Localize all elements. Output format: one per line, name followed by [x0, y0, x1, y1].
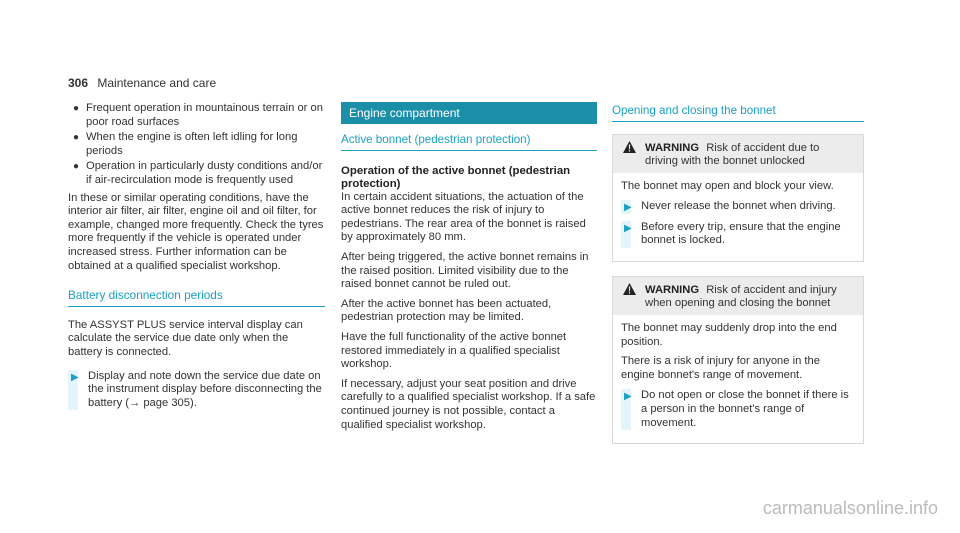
warning-label: WARNING [645, 283, 700, 296]
play-arrow-icon: ▶ [624, 202, 632, 214]
page-header [68, 76, 216, 90]
instruction-step: ▶ Do not open or close the bonnet if there is a person in the bonnet's range of movement. [621, 389, 855, 430]
chapter-bar: Engine compartment [341, 102, 597, 124]
paragraph: If necessary, adjust your seat position and drive carefully to a qualified specialist workshop. If a safe continued journey is not possible, contact a qualified specialist workshop. [341, 377, 596, 431]
column-middle [341, 102, 597, 438]
paragraph: After the active bonnet has been actuated, pedestrian protection may be limited. [341, 297, 552, 324]
page-number: 306 [68, 76, 89, 90]
play-arrow-icon: ▶ [624, 222, 632, 234]
instruction-step: ▶ Before every trip, ensure that the engine bonnet is locked. [621, 221, 855, 248]
paragraph: There is a risk of injury for anyone in the engine bonnet's range of movement. [621, 355, 820, 381]
warning-label: WARNING [645, 141, 700, 154]
paragraph: The bonnet may open and block your view. [621, 179, 834, 192]
warning-box [612, 134, 864, 262]
paragraph: After being triggered, the active bonnet remains in the raised position. Limited visibility due to the raised bonnet cannot be ruled out. [341, 250, 589, 291]
bullet-dot-icon: ● [73, 161, 80, 173]
list-item: ● Operation in particularly dusty conditions and/or if air-recirculation mode is frequently used [73, 160, 323, 186]
list-item: ● When the engine is often left idling for long periods [73, 131, 298, 157]
paragraph: In certain accident situations, the actuation of the active bonnet reduces the risk of injury to pedestrians. The rear area of the bonnet is raised by approximately 80 mm. [341, 190, 586, 244]
warning-triangle-icon [623, 141, 636, 157]
bullet-dot-icon: ● [73, 103, 80, 114]
warning-heading: Risk of accident and injury when opening and closing the bonnet [645, 283, 837, 309]
list-item: ● Frequent operation in mountainous terrain or on poor road surfaces [73, 102, 323, 128]
play-arrow-icon: ▶ [624, 391, 632, 403]
warning-body [613, 173, 863, 261]
warning-header [613, 135, 863, 173]
section-name: Maintenance and care [97, 76, 217, 90]
column-right [612, 102, 864, 458]
play-arrow-icon: ▶ [71, 371, 79, 383]
warning-body [613, 315, 863, 443]
column-left [68, 102, 325, 418]
watermark: carmanualsonline.info [762, 498, 938, 518]
instruction-step: ▶ Display and note down the service due date on the instrument display before disconnecting the battery (→ page 305). [68, 370, 325, 411]
paragraph: The bonnet may suddenly drop into the end position. [621, 321, 837, 348]
paragraph: In these or similar operating conditions, have the interior air filter, air filter, engine oil and oil filter, for example, changed more frequently. Check the tyres more frequently if the vehicle is operated under increased stress. Further information can be obtained at a qualified specialist workshop. [68, 191, 324, 272]
subtitle-active-bonnet: Active bonnet (pedestrian protection) [341, 133, 597, 151]
instruction-step: ▶ Never release the bonnet when driving. [621, 200, 855, 214]
warning-triangle-icon [623, 283, 636, 299]
warning-heading: Risk of accident due to driving with the bonnet unlocked [645, 141, 820, 167]
bullet-dot-icon: ● [73, 132, 80, 144]
operation-heading: Operation of the active bonnet (pedestrian protection) [341, 164, 571, 190]
paragraph: Have the full functionality of the active bonnet restored immediately in a qualified specialist workshop. [341, 330, 567, 371]
warning-header [613, 277, 863, 315]
warning-box [612, 276, 864, 444]
section-title-battery: Battery disconnection periods [68, 289, 325, 307]
paragraph: The ASSYST PLUS service interval display can calculate the service due date only when the battery is connected. [68, 318, 303, 358]
section-title-bonnet: Opening and closing the bonnet [612, 104, 864, 122]
